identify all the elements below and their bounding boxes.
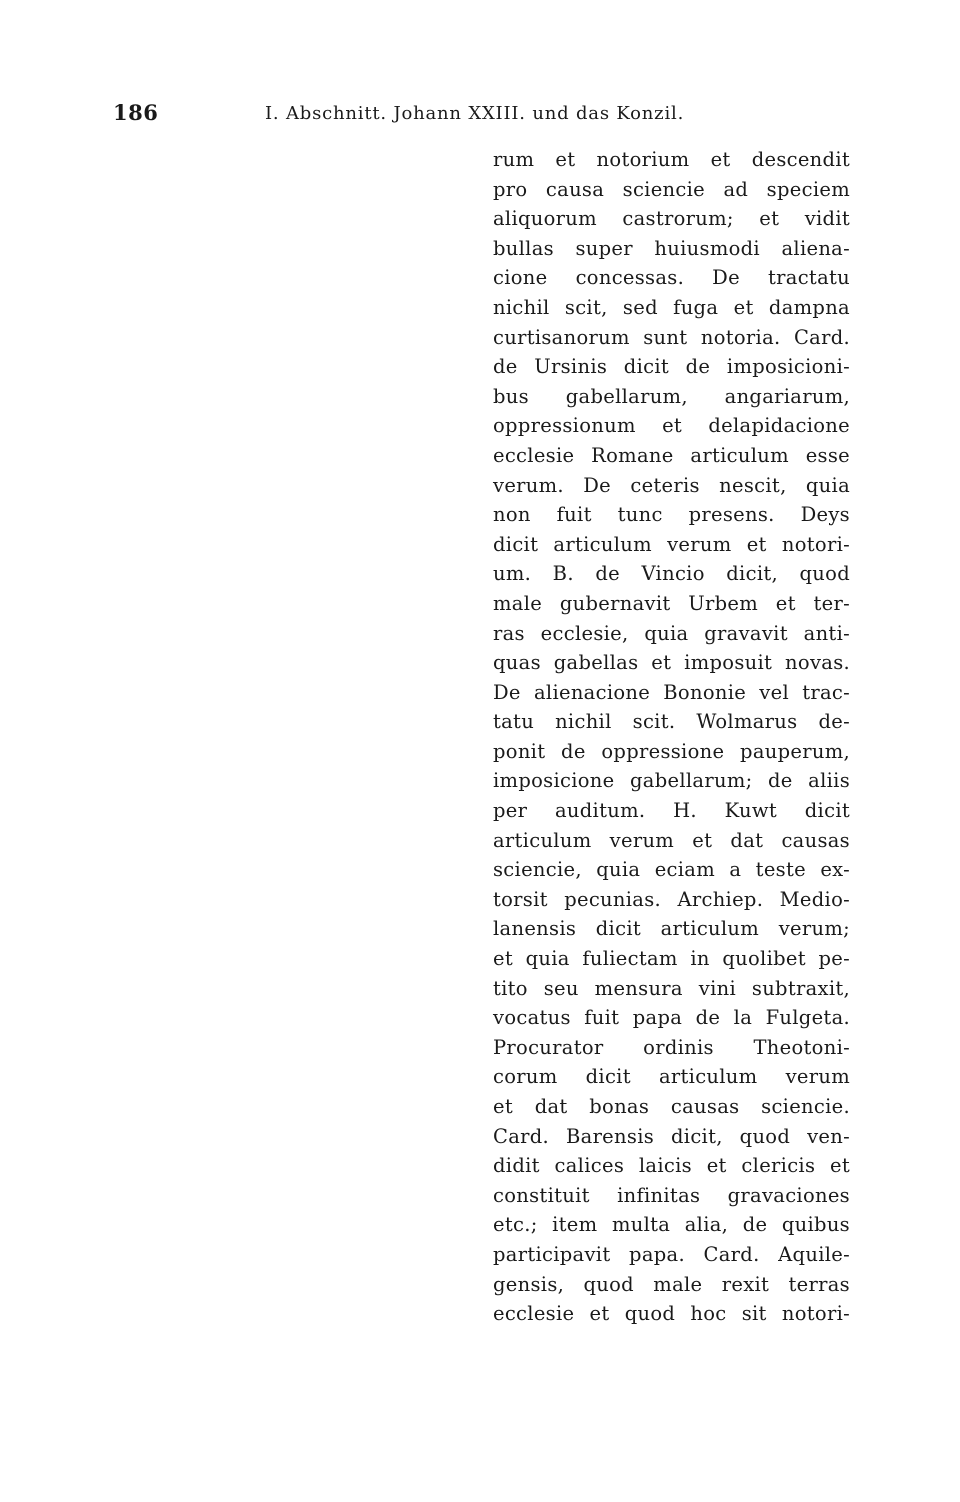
- text-line: ponit de oppressione pauperum,: [493, 739, 850, 763]
- text-line: articulum verum et dat causas: [493, 828, 850, 852]
- text-line: non fuit tunc presens. Deys: [493, 503, 850, 527]
- text-line: curtisanorum sunt notoria. Card.: [493, 325, 850, 349]
- text-line: male gubernavit Urbem et ter-: [493, 591, 850, 615]
- text-line: rum et notorium et descendit: [493, 148, 850, 171]
- body-text-column: [493, 145, 850, 1329]
- text-line: ecclesie Romane articulum esse: [493, 443, 850, 467]
- text-line: tito seu mensura vini subtraxit,: [493, 976, 850, 1000]
- text-line: ras ecclesie, quia gravavit anti-: [493, 621, 850, 645]
- text-line: bus gabellarum, angariarum,: [493, 384, 850, 408]
- text-line: lanensis dicit articulum verum;: [493, 917, 850, 941]
- page-number: 186: [113, 100, 159, 125]
- text-line: oppressionum et delapidacione: [493, 414, 850, 438]
- text-line: constituit infinitas gravaciones: [493, 1183, 850, 1207]
- text-line: corum dicit articulum verum: [493, 1065, 850, 1089]
- text-line: tatu nichil scit. Wolmarus de-: [493, 710, 850, 734]
- text-line: etc.; item multa alia, de quibus: [493, 1213, 850, 1237]
- text-line: bullas super huiusmodi aliena-: [493, 236, 850, 260]
- text-line: sciencie, quia eciam a teste ex-: [493, 858, 850, 882]
- text-line: et dat bonas causas sciencie.: [493, 1095, 850, 1118]
- text-line: quas gabellas et imposuit novas.: [493, 651, 850, 675]
- text-line: imposicione gabellarum; de aliis: [493, 769, 850, 793]
- text-line: de Ursinis dicit de imposicioni-: [493, 355, 850, 379]
- text-line: cione concessas. De tractatu: [493, 266, 850, 290]
- text-line: aliquorum castrorum; et vidit: [493, 207, 850, 231]
- text-line: didit calices laicis et clericis et: [493, 1154, 850, 1178]
- text-line: participavit papa. Card. Aquile-: [493, 1242, 850, 1266]
- text-line: De alienacione Bononie vel trac-: [493, 680, 850, 704]
- text-line: gensis, quod male rexit terras: [493, 1272, 850, 1296]
- text-line: um. B. de Vincio dicit, quod: [493, 562, 850, 586]
- text-line: Card. Barensis dicit, quod ven-: [493, 1124, 850, 1148]
- text-line: Procurator ordinis Theotoni-: [493, 1035, 850, 1059]
- text-line: nichil scit, sed fuga et dampna: [493, 295, 850, 319]
- text-line: et quia fuliectam in quolibet pe-: [493, 947, 850, 971]
- text-line: pro causa sciencie ad speciem: [493, 177, 850, 201]
- text-line: dicit articulum verum et notori-: [493, 532, 850, 556]
- text-line: ecclesie et quod hoc sit notori-: [493, 1302, 850, 1326]
- text-line: per auditum. H. Kuwt dicit: [493, 799, 850, 823]
- text-line: torsit pecunias. Archiep. Medio-: [493, 887, 850, 911]
- text-line: verum. De ceteris nescit, quia: [493, 473, 850, 497]
- running-head: I. Abschnitt. Johann XXIII. und das Konzil.: [265, 103, 685, 124]
- text-line: vocatus fuit papa de la Fulgeta.: [493, 1006, 850, 1030]
